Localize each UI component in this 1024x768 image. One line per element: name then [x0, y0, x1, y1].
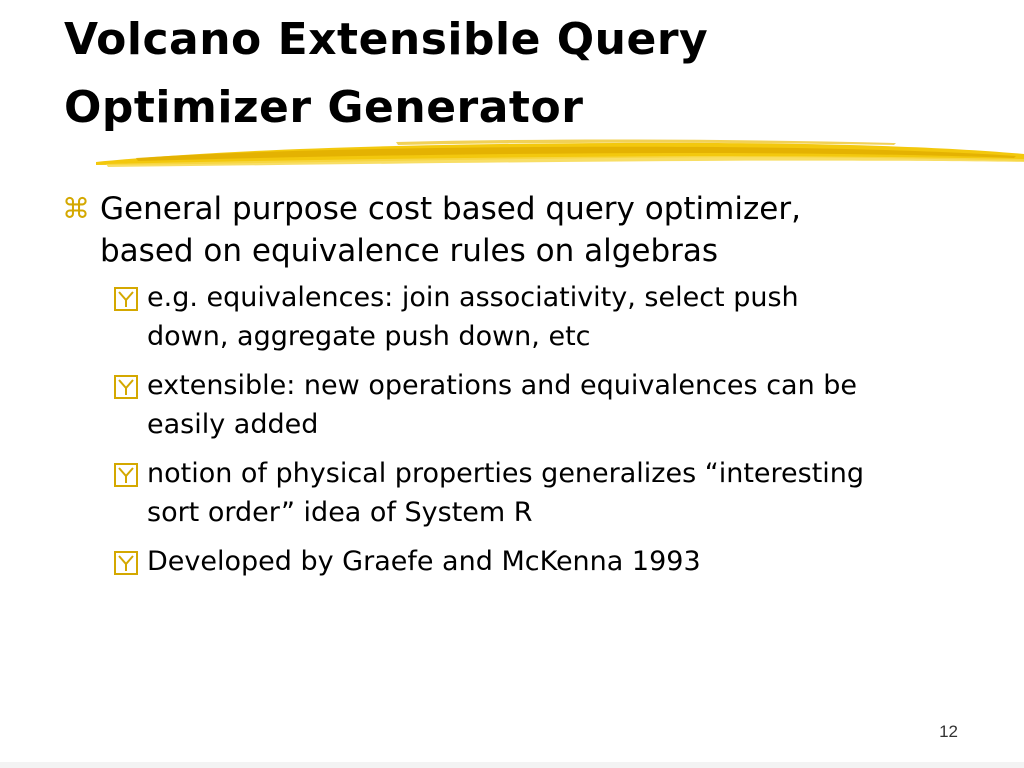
sub-bullet-line-1: Developed by Graefe and McKenna 1993 — [147, 546, 701, 577]
sub-bullet-list — [60, 278, 960, 581]
sub-bullet — [114, 542, 960, 581]
checkbox-y-bullet-icon — [114, 463, 138, 487]
main-bullet — [60, 188, 960, 272]
main-bullet-line-1: General purpose cost based query optimizer, — [100, 191, 801, 227]
sub-bullet-line-1: e.g. equivalences: join associativity, select push — [147, 282, 799, 313]
sub-bullet-line-1: notion of physical properties generalizes “interesting — [147, 458, 865, 489]
checkbox-y-bullet-icon — [114, 375, 138, 399]
main-bullet-line-2: based on equivalence rules on algebras — [100, 233, 719, 269]
sub-bullet — [114, 454, 960, 532]
sub-bullet — [114, 278, 960, 356]
title-line-1: Volcano Extensible Query — [64, 14, 709, 65]
slide-content — [60, 188, 960, 591]
checkbox-y-bullet-icon — [114, 551, 138, 575]
page-number: 12 — [939, 722, 958, 741]
bottom-divider — [0, 762, 1024, 768]
title-brush-underline — [96, 134, 1024, 174]
slide-title — [64, 6, 964, 142]
sub-bullet-line-2: easily added — [147, 409, 319, 440]
command-symbol-bullet-icon: ⌘ — [62, 192, 90, 225]
sub-bullet-line-1: extensible: new operations and equivalences can be — [147, 370, 858, 401]
sub-bullet-line-2: sort order” idea of System R — [147, 497, 533, 528]
title-line-2: Optimizer Generator — [64, 82, 584, 133]
checkbox-y-bullet-icon — [114, 287, 138, 311]
sub-bullet-line-2: down, aggregate push down, etc — [147, 321, 591, 352]
sub-bullet — [114, 366, 960, 444]
